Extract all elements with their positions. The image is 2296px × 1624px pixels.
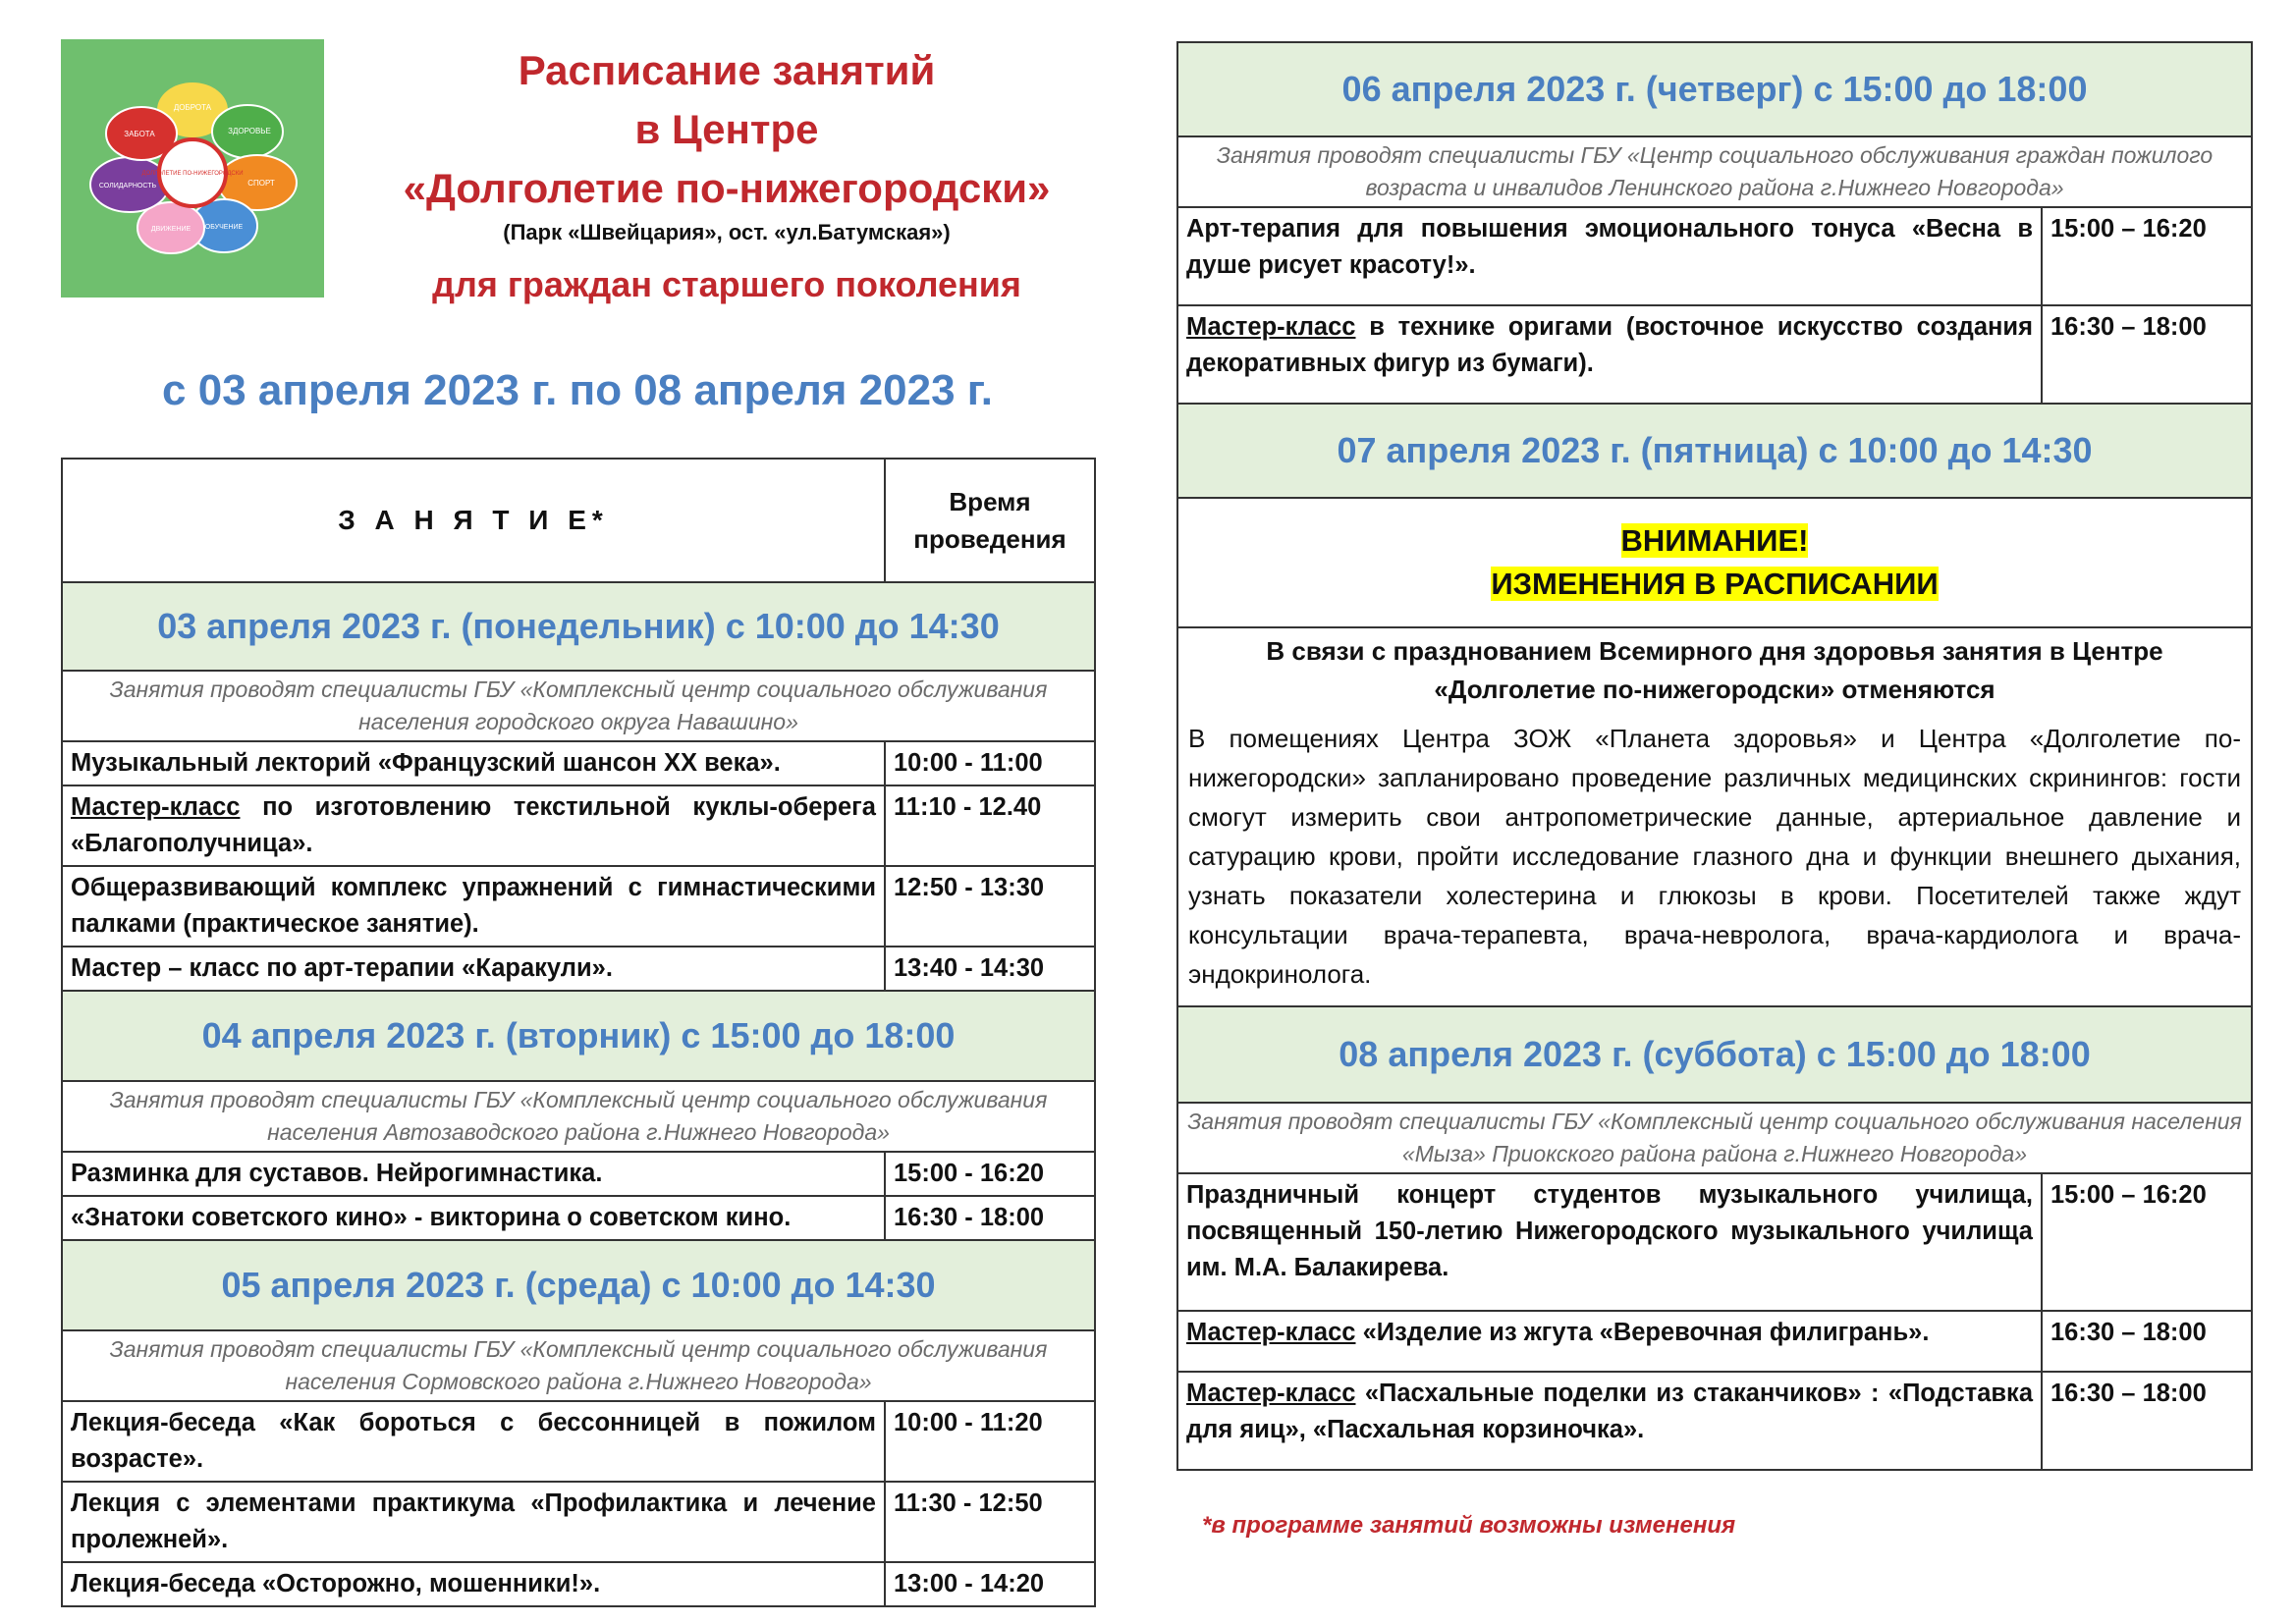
table-row: [62, 866, 1095, 947]
title-line-1: Расписание занятий: [518, 47, 936, 93]
table-row: [62, 947, 1095, 991]
provider-row: [1177, 136, 2252, 207]
activity-text: «Изделие из жгута «Веревочная филигрань».: [1355, 1319, 1930, 1346]
table-row: [62, 1562, 1095, 1606]
activity-time: 15:00 – 16:20: [2042, 207, 2252, 305]
activity-name: Арт-терапия для повышения эмоционального тонуса «Весна в душе рисует красоту!».: [1177, 207, 2042, 305]
logo-center-text: ДОЛГОЛЕТИЕ ПО-НИЖЕГОРОДСКИ: [141, 171, 244, 177]
activity-time: 16:30 - 18:00: [885, 1196, 1095, 1240]
activity-name: Музыкальный лекторий «Французский шансон XX века».: [62, 741, 885, 785]
logo-petal-1: ДОБРОТА: [173, 103, 212, 112]
logo-petal-3: СПОРТ: [247, 179, 275, 188]
attention-subtitle: ИЗМЕНЕНИЯ В РАСПИСАНИИ: [1491, 567, 1939, 601]
activity-name: Общеразвивающий комплекс упражнений с гимнастическими палками (практическое занятие).: [62, 866, 885, 947]
table-row: [62, 1152, 1095, 1196]
flower-logo-icon: [61, 39, 324, 298]
notice-row: [1177, 627, 2252, 713]
table-row: [62, 1482, 1095, 1562]
table-row: [1177, 305, 2252, 404]
activity-name: Праздничный концерт студентов музыкального училища, посвященный 150-летию Нижегородского музыкального училища им. М.А. Балакирева.: [1177, 1173, 2042, 1311]
activity-text: по изготовлению текстильной куклы-оберега «Благополучница».: [71, 793, 876, 857]
activity-name: Разминка для суставов. Нейрогимнастика.: [62, 1152, 885, 1196]
provider-text: Занятия проводят специалисты ГБУ «Комплексный центр социального обслуживания населения «Мыза» Приокского района района г.Нижнего Новгорода»: [1177, 1103, 2252, 1173]
activity-name: «Знатоки советского кино» - викторина о советском кино.: [62, 1196, 885, 1240]
provider-row: [62, 1081, 1095, 1152]
logo-petal-2: ЗДОРОВЬЕ: [228, 127, 271, 135]
activity-time: 12:50 - 13:30: [885, 866, 1095, 947]
activity-text: в технике оригами (восточное искусство создания декоративных фигур из бумаги).: [1186, 313, 2033, 377]
footnote: *в программе занятий возможны изменения: [1202, 1512, 1736, 1539]
master-class-label: Мастер-класс: [1186, 1319, 1356, 1346]
provider-text: Занятия проводят специалисты ГБУ «Центр социального обслуживания граждан пожилого возраста и инвалидов Ленинского района г.Нижнего Новгорода»: [1177, 136, 2252, 207]
activity-name: Мастер – класс по арт-терапии «Каракули».: [62, 947, 885, 991]
schedule-table-left: [61, 458, 1096, 1607]
column-activity: З А Н Я Т И Е*: [62, 459, 885, 582]
activity-time: 16:30 – 18:00: [2042, 305, 2252, 404]
cancellation-notice: В связи с празднованием Всемирного дня здоровья занятия в Центре «Долголетие по-нижегородски» отменяются: [1177, 627, 2252, 713]
table-header-row: [62, 459, 1095, 582]
table-row: [62, 741, 1095, 785]
logo-petal-7: ЗАБОТА: [124, 130, 155, 138]
schedule-period: с 03 апреля 2023 г. по 08 апреля 2023 г.: [162, 366, 993, 414]
title-line-2: в Центре: [634, 106, 819, 152]
provider-row: [1177, 1103, 2252, 1173]
details-row: [1177, 713, 2252, 1006]
day-title: 04 апреля 2023 г. (вторник) с 15:00 до 18:00: [62, 991, 1095, 1081]
master-class-label: Мастер-класс: [1186, 1380, 1356, 1407]
table-row: [1177, 1311, 2252, 1372]
logo-petal-6: СОЛИДАРНОСТЬ: [98, 183, 157, 189]
activity-time: 13:40 - 14:30: [885, 947, 1095, 991]
day-title: 08 апреля 2023 г. (суббота) с 15:00 до 18:00: [1177, 1006, 2252, 1103]
audience: для граждан старшего поколения: [432, 264, 1021, 304]
activity-name: Лекция-беседа «Осторожно, мошенники!».: [62, 1562, 885, 1606]
activity-time: 15:00 – 16:20: [2042, 1173, 2252, 1311]
schedule-header: [354, 41, 1100, 312]
day-header-row: [1177, 42, 2252, 136]
attention-row: [1177, 498, 2252, 627]
logo-petal-4: ОБУЧЕНИЕ: [204, 224, 244, 231]
table-row: [62, 1196, 1095, 1240]
master-class-label: Мастер-класс: [71, 793, 241, 821]
activity-text: «Пасхальные поделки из стаканчиков» : «Подставка для яиц», «Пасхальная корзиночка».: [1186, 1380, 2033, 1443]
table-row: [62, 1401, 1095, 1482]
activity-time: 10:00 - 11:00: [885, 741, 1095, 785]
address: (Парк «Швейцария», ост. «ул.Батумская»): [503, 220, 951, 244]
title-line-3: «Долголетие по-нижегородски»: [403, 165, 1051, 211]
provider-row: [62, 671, 1095, 741]
activity-name: [1177, 305, 2042, 404]
activity-name: [1177, 1372, 2042, 1470]
activity-time: 16:30 – 18:00: [2042, 1372, 2252, 1470]
provider-text: Занятия проводят специалисты ГБУ «Комплексный центр социального обслуживания населения Автозаводского района г.Нижнего Новгорода»: [62, 1081, 1095, 1152]
table-row: [62, 785, 1095, 866]
provider-text: Занятия проводят специалисты ГБУ «Комплексный центр социального обслуживания населения городского округа Навашино»: [62, 671, 1095, 741]
day-header-row: [62, 991, 1095, 1081]
activity-name: Лекция с элементами практикума «Профилактика и лечение пролежней».: [62, 1482, 885, 1562]
day-title: 06 апреля 2023 г. (четверг) с 15:00 до 18:00: [1177, 42, 2252, 136]
table-row: [1177, 1173, 2252, 1311]
day-header-row: [1177, 1006, 2252, 1103]
table-row: [1177, 207, 2252, 305]
provider-text: Занятия проводят специалисты ГБУ «Комплексный центр социального обслуживания населения Сормовского района г.Нижнего Новгорода»: [62, 1330, 1095, 1401]
screening-details: В помещениях Центра ЗОЖ «Планета здоровья» и Центра «Долголетие по-нижегородски» запланировано проведение различных медицинских скринингов: гости смогут измерить свои антропометрические данные, артериальное давление и сатурацию крови, пройти исследование глазного дна и функции внешнего дыхания, узнать показатели холестерина и глюкозы в крови. Посетителей также ждут консультации врача-терапевта, врача-невролога, врача-кардиолога и врача-эндокринолога.: [1177, 713, 2252, 1006]
column-time: Время проведения: [885, 459, 1095, 582]
day-header-row: [62, 1240, 1095, 1330]
activity-name: Лекция-беседа «Как бороться с бессонницей в пожилом возрасте».: [62, 1401, 885, 1482]
activity-time: 10:00 - 11:20: [885, 1401, 1095, 1482]
day-title: 03 апреля 2023 г. (понедельник) с 10:00 до 14:30: [62, 582, 1095, 671]
activity-name: [62, 785, 885, 866]
table-row: [1177, 1372, 2252, 1470]
activity-time: 15:00 - 16:20: [885, 1152, 1095, 1196]
center-logo: [61, 39, 324, 298]
day-title: 07 апреля 2023 г. (пятница) с 10:00 до 14:30: [1177, 404, 2252, 498]
attention-title: ВНИМАНИЕ!: [1620, 523, 1809, 558]
activity-time: 11:30 - 12:50: [885, 1482, 1095, 1562]
attention-notice: [1177, 498, 2252, 627]
master-class-label: Мастер-класс: [1186, 313, 1356, 341]
activity-time: 13:00 - 14:20: [885, 1562, 1095, 1606]
schedule-table-right: [1176, 41, 2253, 1471]
activity-name: [1177, 1311, 2042, 1372]
provider-row: [62, 1330, 1095, 1401]
activity-time: 16:30 – 18:00: [2042, 1311, 2252, 1372]
activity-time: 11:10 - 12.40: [885, 785, 1095, 866]
day-header-row: [1177, 404, 2252, 498]
day-header-row: [62, 582, 1095, 671]
logo-petal-5: ДВИЖЕНИЕ: [150, 226, 191, 233]
day-title: 05 апреля 2023 г. (среда) с 10:00 до 14:30: [62, 1240, 1095, 1330]
